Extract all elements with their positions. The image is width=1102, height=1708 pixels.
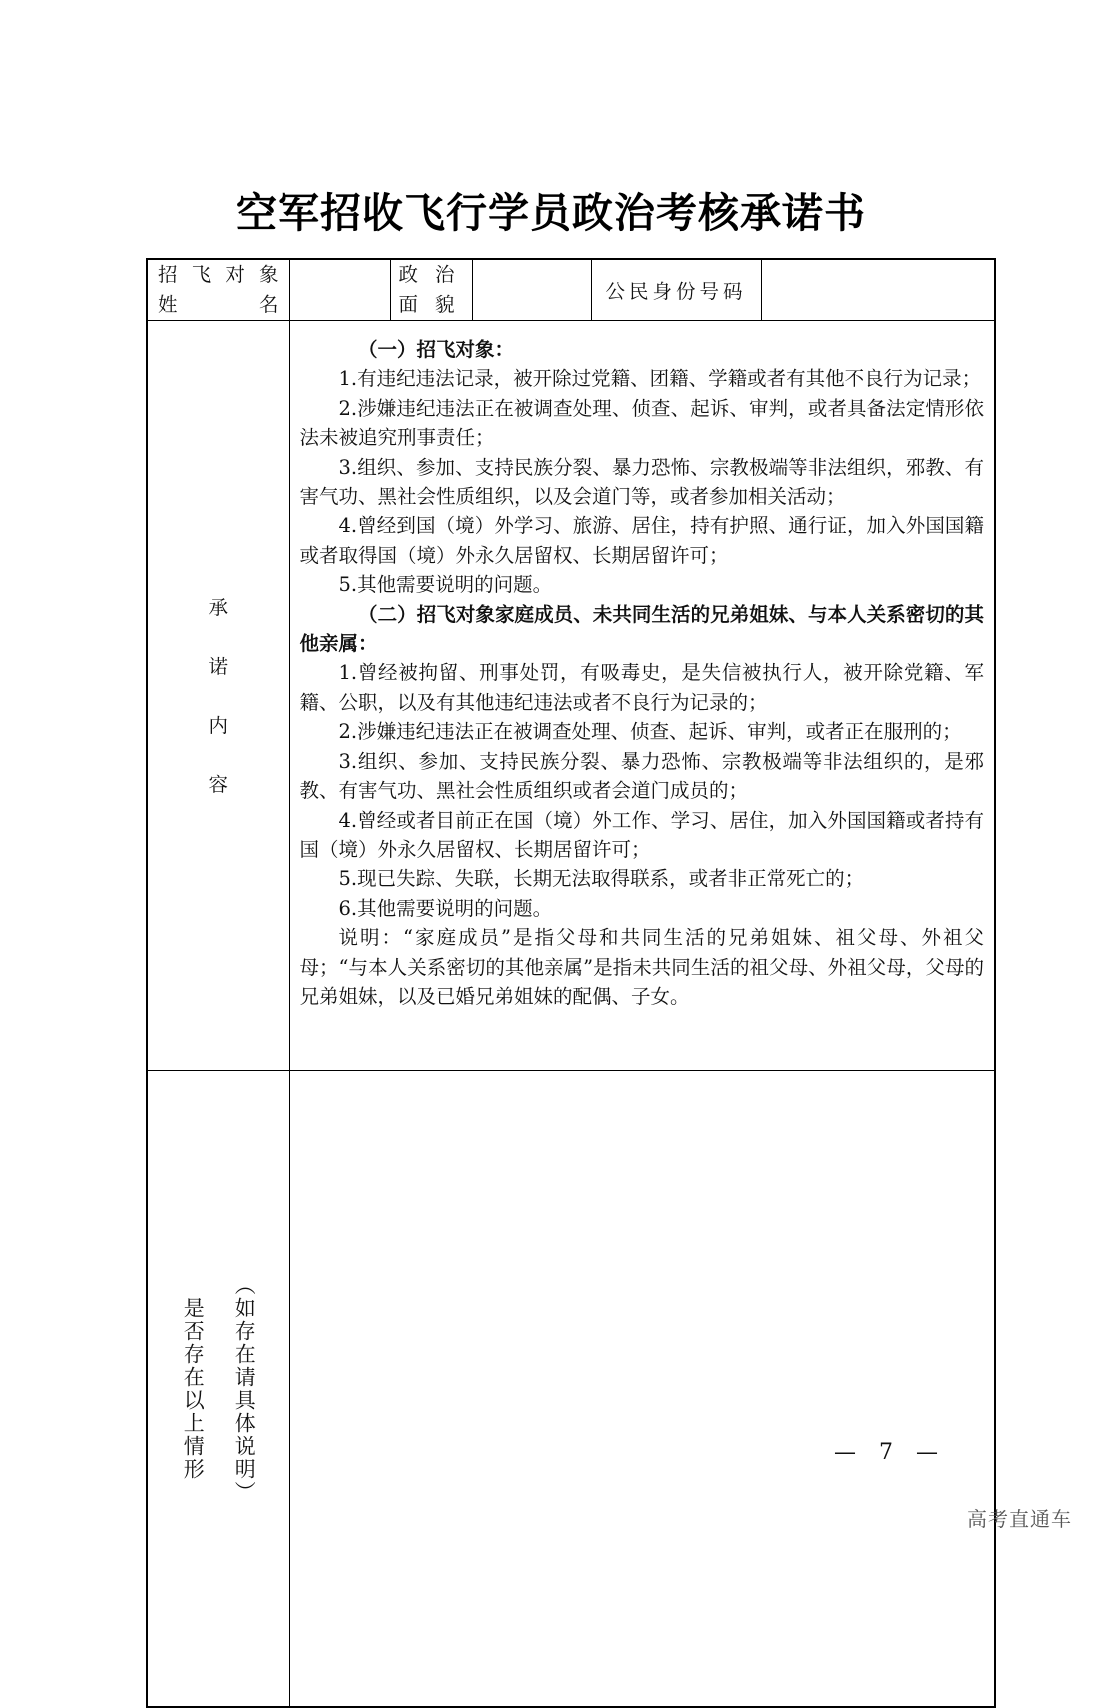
political-label-line2: 面 貌 <box>398 293 455 316</box>
definition-note: 说明：“家庭成员”是指父母和共同生活的兄弟姐妹、祖父母、外祖父母；“与本人关系密切的其他亲属”是指未共同生活的祖父母、外祖父母，父母的兄弟姐妹，以及已婚兄弟姐妹的配偶、子女。 <box>299 926 984 1008</box>
section1-item: 4.曾经到国（境）外学习、旅游、居住，持有护照、通行证，加入外国国籍或者取得国（境）外永久居留权、长期居留许可； <box>299 514 984 567</box>
promise-row <box>147 321 995 1071</box>
political-label-line1: 政 治 <box>398 263 455 286</box>
political-status-label <box>390 259 472 321</box>
section2-item: 1.曾经被拘留、刑事处罚，有吸毒史，是失信被执行人，被开除党籍、军籍、公职，以及有其他违纪违法或者不良行为记录的； <box>299 661 984 714</box>
name-field[interactable] <box>289 259 390 321</box>
situation-label-main: 是否存在以上情形 <box>181 1296 206 1481</box>
name-label-line1: 招飞对象 <box>158 263 279 286</box>
situation-label-note: （如存在请具体说明） <box>232 1273 257 1504</box>
section2-title: （二）招飞对象家庭成员、未共同生活的兄弟姐妹、与本人关系密切的其他亲属： <box>299 602 984 656</box>
section1-item: 2.涉嫌违纪违法正在被调查处理、侦查、起诉、审判，或者具备法定情形依法未被追究刑事责任； <box>299 396 984 450</box>
document-title: 空军招收飞行学员政治考核承诺书 <box>236 189 866 237</box>
section2-item: 4.曾经或者目前正在国（境）外工作、学习、居住，加入外国国籍或者持有国（境）外永久居留权、长期居留许可； <box>299 808 984 861</box>
promise-content-label: 承 诺 内 容 <box>147 321 289 1071</box>
situation-row <box>147 1071 995 1708</box>
name-label <box>147 259 289 321</box>
situation-description-field[interactable] <box>289 1071 995 1708</box>
watermark-text: 高考直通车 <box>967 1507 1072 1531</box>
section1-item: 1.有违纪违法记录，被开除过党籍、团籍、学籍或者有其他不良行为记录； <box>338 367 982 391</box>
commitment-form-table <box>146 258 996 1708</box>
page-number: — 7 — <box>834 1440 946 1465</box>
political-status-field[interactable] <box>472 259 591 321</box>
situation-label <box>147 1071 289 1708</box>
id-number-label: 公民身份号码 <box>591 259 761 321</box>
section1-item: 3.组织、参加、支持民族分裂、暴力恐怖、宗教极端等非法组织，邪教、有害气功、黑社会性质组织，以及会道门等，或者参加相关活动； <box>299 455 984 509</box>
promise-content <box>289 321 995 1071</box>
header-row <box>147 259 995 321</box>
section2-item: 3.组织、参加、支持民族分裂、暴力恐怖、宗教极端等非法组织的，是邪教、有害气功、黑社会性质组织或者会道门成员的； <box>299 749 984 803</box>
section2-item: 6.其他需要说明的问题。 <box>338 896 553 920</box>
section2-item: 5.现已失踪、失联，长期无法取得联系，或者非正常死亡的； <box>338 867 865 891</box>
id-number-field[interactable] <box>761 259 995 321</box>
name-label-line2: 姓 名 <box>158 293 279 316</box>
section1-title: （一）招飞对象： <box>358 338 515 361</box>
section2-item: 2.涉嫌违纪违法正在被调查处理、侦查、起诉、审判，或者正在服刑的； <box>338 720 962 744</box>
section1-item: 5.其他需要说明的问题。 <box>338 573 553 597</box>
